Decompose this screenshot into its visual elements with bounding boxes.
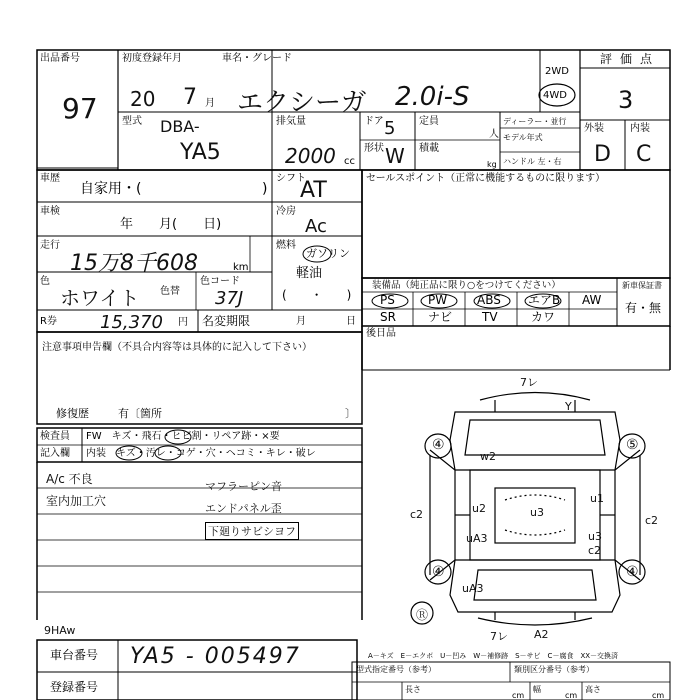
cm-unit-2: cm [565, 691, 578, 700]
load-label: 積載 [419, 143, 439, 154]
inspector-label-2: 記入欄 [40, 448, 70, 459]
ac-label: 冷房 [276, 206, 296, 217]
specified-label: 型式指定番号（参考） [356, 665, 436, 674]
km-unit: km [233, 262, 249, 273]
reg-label: 登録番号 [50, 680, 99, 694]
yen-unit: 円 [178, 317, 188, 328]
first-reg-month: 7 [183, 85, 197, 110]
caution-label: 注意事項申告欄（不具合内容等は具体的に記入して下さい） [42, 342, 312, 353]
dealer-label: ディーラー・並行 [503, 117, 567, 126]
exterior-grade: D [594, 142, 611, 167]
shape-value: W [385, 144, 405, 168]
shift-value: AT [300, 178, 327, 203]
score-value: 3 [618, 86, 634, 114]
drive-2wd: 2WD [545, 66, 569, 77]
month-unit: 月 [205, 98, 215, 109]
model-prefix: DBA- [160, 117, 200, 136]
door-value: 5 [384, 118, 396, 139]
fuel-paren: ( ・ ) [282, 288, 352, 302]
kg-unit: kg [487, 160, 497, 169]
shape-label: 形状 [364, 143, 384, 154]
fuel-label: 燃料 [276, 240, 296, 251]
equip-abs: ABS [477, 293, 501, 307]
inspector-row-2: 内装 キズ・汚レ・コゲ・穴・ヘコミ・キレ・破レ [86, 448, 316, 459]
mark-left-side: c2 [410, 508, 424, 521]
expiry-day: 日 [346, 316, 356, 327]
score-label: 評価点 [600, 52, 661, 66]
color-change-label: 色替 [160, 286, 180, 297]
cc-unit: cc [344, 156, 355, 167]
equip-sr: SR [380, 310, 396, 324]
repair-label: 修復歴 [56, 407, 89, 420]
equip-ps: PS [380, 293, 395, 307]
mark-l-door1: u2 [472, 502, 486, 515]
mark-r-door1: u1 [590, 492, 604, 505]
car-name-label: 車名・グレード [222, 53, 292, 64]
mark-spare: Ⓡ [416, 608, 429, 622]
legend: A－キズ E－エクボ U－凹み W－補修跡 S－サビ C－腐食 XX－交換済 [368, 652, 619, 660]
equip-pw: PW [428, 293, 448, 307]
note-ac: A/c 不良 [46, 472, 93, 486]
warranty-value: 有・無 [625, 301, 662, 315]
repair-value: 有〔箇所 [118, 407, 162, 420]
first-reg-year: 20 [130, 87, 156, 111]
interior-grade: C [636, 142, 652, 167]
lot-label: 出品番号 [40, 53, 80, 64]
inspector-row-1: FW キズ・飛石・ヒビ割・リペア跡・×要 [86, 431, 280, 442]
fuel-gas: ガソリン [306, 247, 350, 260]
chassis-value: YA5 - 005497 [130, 644, 301, 669]
note-interior-hole: 室内加工穴 [46, 494, 107, 508]
grade: 2.0i-S [395, 82, 470, 112]
equip-leather: カワ [531, 310, 556, 324]
mark-fl: ④ [432, 437, 445, 453]
cm-unit-1: cm [512, 691, 525, 700]
equip-aw: AW [582, 293, 602, 307]
recycle-label: R券 [40, 316, 57, 327]
history-value: 自家用・( [80, 181, 142, 197]
equip-tv: TV [482, 310, 498, 324]
ac-value: Ac [305, 216, 327, 237]
length-label: 長さ [405, 685, 421, 694]
history-label: 車歴 [40, 173, 60, 184]
model-year-label: モデル年式 [503, 133, 543, 142]
repair-close: 〕 [345, 407, 356, 420]
height-label: 高さ [585, 685, 601, 694]
chassis-label: 車台番号 [50, 648, 99, 662]
note-muffler: マフラーピン音 [205, 480, 282, 493]
door-label: ドア [364, 116, 384, 127]
first-reg-label: 初度登録年月 [122, 53, 182, 64]
displacement-label: 排気量 [276, 116, 306, 127]
history-close: ) [262, 181, 268, 197]
mark-rr: ④ [626, 564, 639, 580]
equipment-label: 装備品（純正品に限り○をつけてください） [372, 280, 561, 291]
width-label: 幅 [533, 685, 541, 694]
mark-bottom-a2: A2 [534, 628, 549, 641]
new-warranty-label: 新車保証書 [622, 281, 662, 290]
recycle-value: 15,370 [100, 312, 163, 333]
mileage-value: 15万8千608 [70, 251, 198, 276]
mark-hood: w2 [480, 450, 496, 463]
cm-unit-3: cm [652, 691, 665, 700]
car-name: エクシーガ [237, 88, 367, 118]
category-label: 類別区分番号（参考） [514, 665, 594, 674]
color-code: 37J [215, 288, 244, 309]
model-label: 型式 [122, 116, 142, 127]
inspector-label-1: 検査員 [40, 431, 70, 442]
mark-fr: ⑤ [626, 437, 639, 453]
mark-l-door2: uA3 [466, 532, 488, 545]
expiry-month: 月 [296, 316, 306, 327]
rear-seat-label: 後日品 [366, 328, 396, 339]
mark-r-door2: u3 [588, 530, 602, 543]
fuel-diesel: 軽油 [296, 266, 323, 281]
inspection-label: 車検 [40, 206, 60, 217]
mark-right-side: c2 [645, 514, 659, 527]
mark-roof: u3 [530, 506, 544, 519]
note-end-panel: エンドパネル歪 [205, 502, 282, 515]
car-diagram [411, 393, 645, 626]
interior-label: 内装 [630, 123, 650, 134]
capacity-label: 定員 [419, 116, 439, 127]
mileage-label: 走行 [40, 240, 60, 251]
sales-point-label: セールスポイント（正常に機能するものに限ります） [366, 173, 606, 184]
mark-l-rear: uA3 [462, 582, 484, 595]
color-label: 色 [40, 276, 50, 287]
shift-label: シフト [276, 173, 306, 184]
inspection-value: 年 月( 日) [120, 217, 222, 232]
note-undercarriage: 下廻りサビシヨフ [205, 522, 299, 540]
mark-top: 7レ [520, 376, 538, 389]
mark-r-door2b: c2 [588, 544, 602, 557]
person-unit: 人 [489, 129, 499, 140]
expiry-label: 名変期限 [202, 314, 251, 328]
equip-navi: ナビ [428, 310, 453, 324]
mark-top-y: Y [565, 400, 572, 413]
color-code-label: 色コード [200, 276, 240, 287]
drive-4wd: 4WD [543, 90, 567, 101]
mark-bottom: 7レ [490, 630, 508, 643]
color-value: ホワイト [60, 286, 140, 310]
side-note: 9HAw [44, 624, 76, 637]
handle-label: ハンドル 左・右 [503, 157, 562, 166]
equip-airbag: エアB [528, 293, 561, 307]
mark-rl: ④ [432, 564, 445, 580]
exterior-label: 外装 [584, 123, 604, 134]
displacement-value: 2000 [285, 144, 336, 168]
lot-number: 97 [62, 92, 98, 125]
model-code: YA5 [180, 140, 221, 165]
